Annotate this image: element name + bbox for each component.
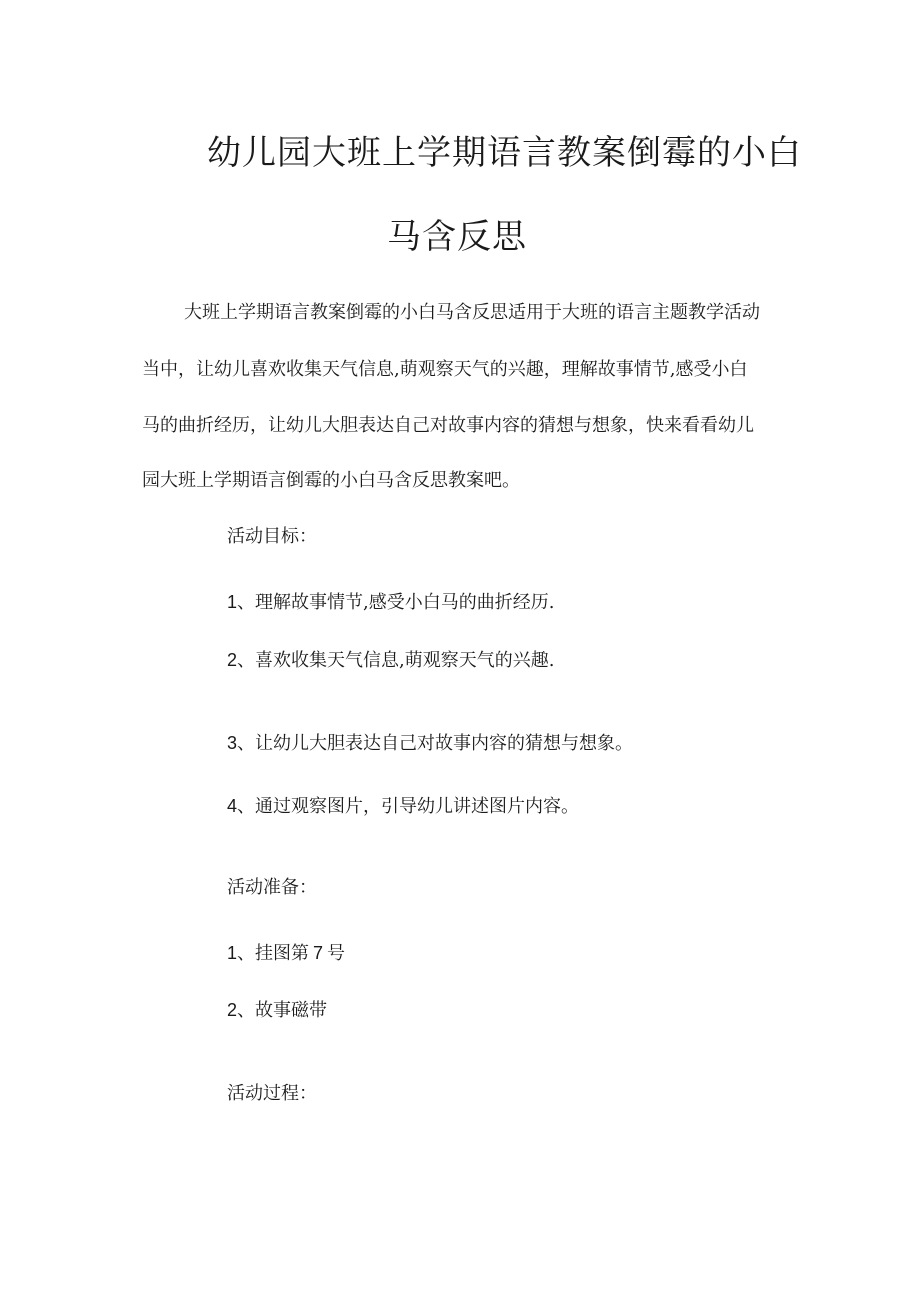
- goal-number: 3: [227, 733, 238, 753]
- goal-number: 2: [227, 650, 238, 670]
- goal-number: 4: [227, 796, 238, 816]
- goal-text: 、喜欢收集天气信息,萌观察天气的兴趣.: [237, 650, 555, 671]
- preparation-number: 2: [227, 1000, 238, 1020]
- document-title-line-2: 马含反思: [387, 217, 527, 257]
- goal-text: 、让幼儿大胆表达自己对故事内容的猜想与想象。: [237, 733, 634, 754]
- goal-number: 1: [227, 592, 238, 612]
- preparation-text: 、挂图第: [237, 943, 310, 964]
- goal-text: 、理解故事情节,感受小白马的曲折经历.: [237, 592, 555, 613]
- goal-item: [227, 647, 554, 674]
- preparation-item: [227, 997, 327, 1024]
- goal-text: 、通过观察图片，引导幼儿讲述图片内容。: [237, 796, 580, 817]
- preparation-text: 号: [327, 943, 346, 964]
- preparation-number: 1: [227, 943, 238, 963]
- intro-paragraph-line: 当中，让幼儿喜欢收集天气信息,萌观察天气的兴趣，理解故事情节,感受小白: [142, 359, 748, 380]
- goal-item: [227, 589, 554, 616]
- intro-paragraph-line: 马的曲折经历，让幼儿大胆表达自己对故事内容的猜想与想象，快来看看幼儿: [142, 415, 754, 436]
- goals-heading: 活动目标：: [227, 526, 317, 547]
- preparation-heading: 活动准备：: [227, 877, 317, 898]
- intro-paragraph-line: 大班上学期语言教案倒霉的小白马含反思适用于大班的语言主题教学活动: [184, 302, 760, 323]
- intro-paragraph-line: 园大班上学期语言倒霉的小白马含反思教案吧。: [142, 470, 520, 491]
- document-title-line-1: 幼儿园大班上学期语言教案倒霉的小白: [207, 133, 802, 173]
- preparation-inline-number: 7: [313, 943, 324, 963]
- preparation-item: [227, 940, 345, 967]
- process-heading: 活动过程：: [227, 1083, 317, 1104]
- preparation-text: 、故事磁带: [237, 1000, 328, 1021]
- goal-item: [227, 730, 633, 757]
- goal-item: [227, 793, 579, 820]
